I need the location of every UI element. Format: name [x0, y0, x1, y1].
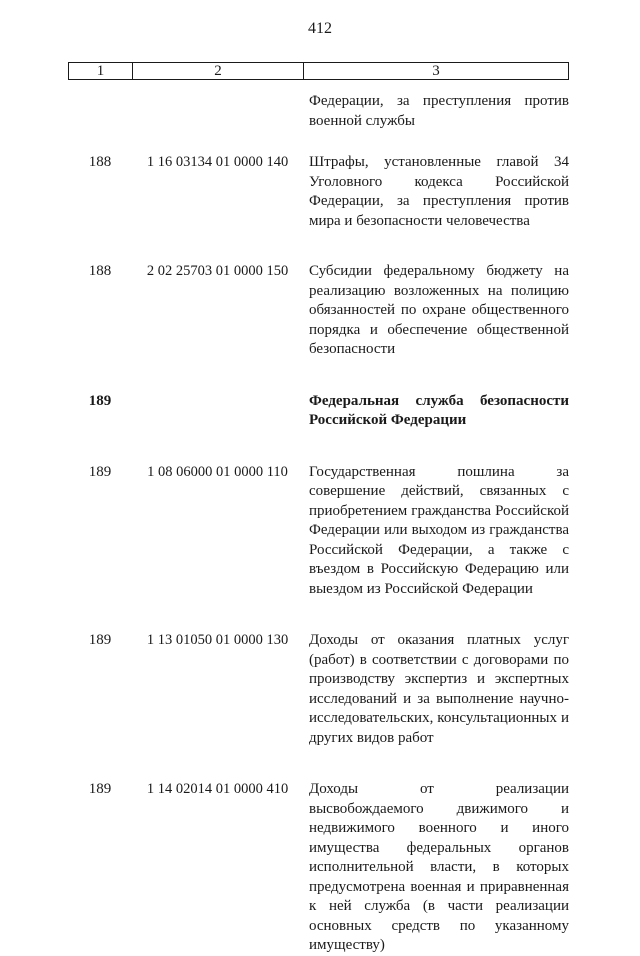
table-row: [68, 92, 569, 131]
revenue-code: 1 14 02014 01 0000 410: [146, 781, 289, 797]
column-1-number: 1: [69, 63, 133, 79]
revenue-name: Доходы от оказания платных услуг (работ) в соответствии с договорами по производству экспертиз и экспертных исследований и за выполнение научно-исследовательских, консультационных и других видов работ: [309, 632, 569, 746]
table-row: [68, 463, 569, 600]
table-row: [68, 631, 569, 748]
revenue-code: 1 13 01050 01 0000 130: [146, 632, 289, 648]
column-2-number: 2: [133, 63, 304, 79]
revenue-name: Штрафы, установленные главой 34 Уголовного кодекса Российской Федерации, за преступления против мира и безопасности человечества: [309, 154, 569, 229]
table-row: [68, 780, 569, 956]
revenue-code: 2 02 25703 01 0000 150: [146, 263, 289, 279]
revenue-name: Доходы от реализации высвобождаемого движимого и недвижимого военного и иного имущества федеральных органов исполнительной власти, в которых предусмотрена военная и приравненная к ней служба (в части реализации основных средств по указанному имуществу): [309, 781, 569, 953]
table-row: [68, 153, 569, 231]
page-number: 412: [308, 20, 332, 37]
table-row: [68, 262, 569, 360]
admin-code: 188: [88, 154, 112, 170]
table-row-agency-heading: [68, 392, 569, 431]
revenue-name: Государственная пошлина за совершение действий, связанных с приобретением гражданства Российской Федерации или выходом из гражданства Российской Федерации, а также с въездом в Российскую Федерацию или выездом из Российской Федерации: [309, 463, 569, 597]
column-3-number: 3: [432, 63, 440, 79]
admin-code: 189: [88, 392, 112, 409]
admin-code: 189: [88, 463, 112, 480]
revenue-code: 1 16 03134 01 0000 140: [146, 154, 289, 170]
table-column-header: [68, 62, 569, 80]
revenue-name: Субсидии федеральному бюджету на реализацию возложенных на полицию обязанностей по охране общественного порядка и обеспечение общественной безопасности: [309, 263, 569, 357]
admin-code: 188: [88, 263, 112, 279]
table-body: [68, 92, 569, 956]
revenue-code: 1 08 06000 01 0000 110: [147, 463, 288, 480]
admin-code: 189: [88, 632, 112, 648]
admin-code: 189: [88, 781, 112, 797]
agency-name: Федеральная служба безопасности Российской Федерации: [309, 392, 569, 428]
revenue-name: Федерации, за преступления против военной службы: [309, 93, 569, 129]
